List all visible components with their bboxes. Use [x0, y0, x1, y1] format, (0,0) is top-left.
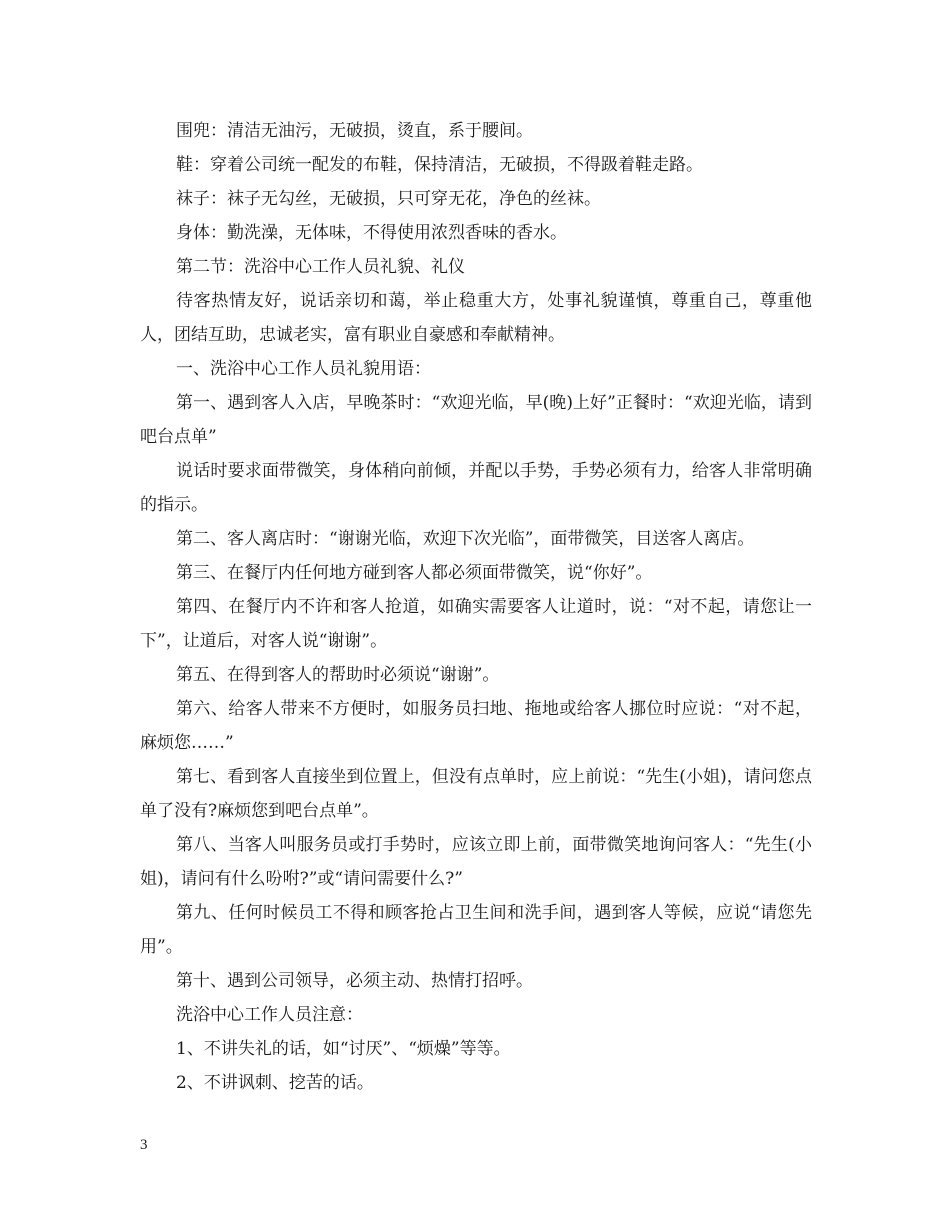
paragraph-rule-4: 第四、在餐厅内不许和客人抢道，如确实需要客人让道时，说：“对不起，请您让一下”，让道后，对客人说“谢谢”。: [140, 597, 812, 651]
paragraph-rule-1-note: 说话时要求面带微笑，身体稍向前倾，并配以手势，手势必须有力，给客人非常明确的指示。: [140, 461, 812, 515]
subsection-heading: 一、洗浴中心工作人员礼貌用语：: [176, 359, 431, 379]
paragraph-intro: 待客热情友好，说话亲切和蔼，举止稳重大方，处事礼貌谨慎，尊重自己，尊重他人，团结互助，忠诚老实，富有职业自豪感和奉献精神。: [140, 291, 812, 345]
paragraph-rule-5: 第五、在得到客人的帮助时必须说“谢谢”。: [176, 665, 500, 685]
paragraph-rule-2: 第二、客人离店时：“谢谢光临，欢迎下次光临”，面带微笑，目送客人离店。: [176, 529, 755, 549]
paragraph-rule-9: 第九、任何时候员工不得和顾客抢占卫生间和洗手间，遇到客人等候，应说“请您先用”。: [140, 903, 812, 957]
paragraph-rule-6: 第六、给客人带来不方便时，如服务员扫地、拖地或给客人挪位时应说：“对不起，麻烦您……”: [140, 699, 812, 753]
paragraph-socks: 袜子：袜子无勾丝，无破损，只可穿无花，净色的丝袜。: [176, 189, 601, 209]
note-item-1: 1、不讲失礼的话，如“讨厌”、“烦燥”等等。: [176, 1039, 511, 1059]
document-body: [140, 114, 812, 1100]
notes-heading: 洗浴中心工作人员注意：: [176, 1005, 363, 1025]
paragraph-body: 身体：勤洗澡，无体味，不得使用浓烈香味的香水。: [176, 223, 567, 243]
paragraph-rule-1: 第一、遇到客人入店，早晚茶时：“欢迎光临，早(晚)上好”正餐时：“欢迎光临，请到吧台点单”: [140, 393, 812, 447]
paragraph-shoes: 鞋：穿着公司统一配发的布鞋，保持清洁，无破损，不得趿着鞋走路。: [176, 155, 703, 175]
paragraph-rule-3: 第三、在餐厅内任何地方碰到客人都必须面带微笑，说“你好”。: [176, 563, 653, 583]
paragraph-rule-7: 第七、看到客人直接坐到位置上，但没有点单时，应上前说：“先生(小姐)，请问您点单了没有?麻烦您到吧台点单”。: [140, 767, 812, 821]
note-item-2: 2、不讲讽刺、挖苦的话。: [176, 1073, 374, 1093]
paragraph-rule-10: 第十、遇到公司领导，必须主动、热情打招呼。: [176, 971, 533, 991]
page-number: 3: [140, 1137, 148, 1153]
paragraph-apron: 围兜：清洁无油污，无破损，烫直，系于腰间。: [176, 121, 533, 141]
paragraph-rule-8: 第八、当客人叫服务员或打手势时，应该立即上前，面带微笑地询问客人：“先生(小姐)，请问有什么吩咐?”或“请问需要什么?”: [140, 835, 812, 889]
section-heading: 第二节：洗浴中心工作人员礼貌、礼仪: [176, 257, 465, 277]
